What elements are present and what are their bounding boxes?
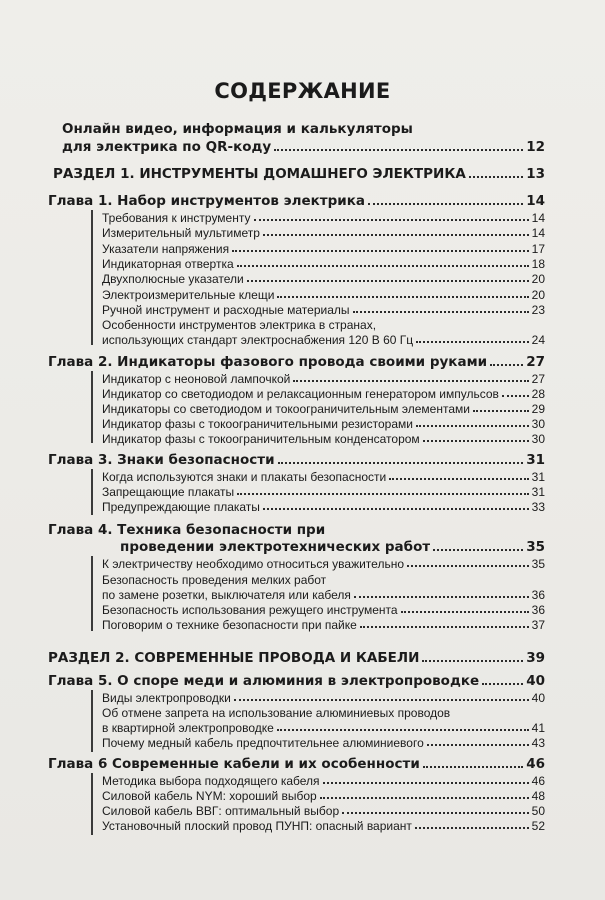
toc-subentry[interactable]: Индикатор со светодиодом и релаксационным генератором импульсов 28 (102, 387, 545, 401)
page-number: 29 (531, 402, 545, 416)
toc-subentry[interactable]: Силовой кабель NYM: хороший выбор 48 (102, 789, 545, 803)
page-number: 35 (531, 557, 545, 571)
chapter-2-bracket (91, 371, 93, 443)
toc-chapter-4-line1: Глава 4. Техника безопасности при (48, 522, 326, 538)
page-number: 50 (531, 804, 545, 818)
page-number: 14 (531, 226, 545, 240)
page-number: 27 (526, 354, 545, 370)
toc-subentry[interactable]: Электроизмерительные клещи 20 (102, 288, 545, 302)
page-number: 48 (531, 789, 545, 803)
page-number: 30 (531, 417, 545, 431)
toc-chapter-3[interactable]: Глава 3. Знаки безопасности 31 (48, 452, 545, 468)
page-number: 52 (531, 819, 545, 833)
page-number: 20 (531, 272, 545, 286)
page-number: 33 (531, 500, 545, 514)
page-number: 14 (531, 211, 545, 225)
toc-section-1[interactable]: РАЗДЕЛ 1. ИНСТРУМЕНТЫ ДОМАШНЕГО ЭЛЕКТРИКА 13 (53, 166, 545, 182)
toc-subentry[interactable]: использующих стандарт электроснабжения 120 В 60 Гц 24 (102, 333, 545, 347)
toc-subentry[interactable]: Индикатор с неоновой лампочкой 27 (102, 372, 545, 386)
toc-chapter-6[interactable]: Глава 6 Современные кабели и их особенности 46 (48, 756, 545, 772)
toc-subentry[interactable]: Методика выбора подходящего кабеля 46 (102, 774, 545, 788)
toc-section-2[interactable]: РАЗДЕЛ 2. СОВРЕМЕННЫЕ ПРОВОДА И КАБЕЛИ 39 (48, 650, 545, 666)
toc-subentry-line1: Особенности инструментов электрика в странах, (102, 318, 377, 332)
page-number: 43 (531, 736, 545, 750)
page-number: 12 (526, 139, 545, 155)
page-number: 46 (531, 774, 545, 788)
page-number: 36 (531, 603, 545, 617)
toc-subentry-line1: Безопасность проведения мелких работ (102, 573, 327, 587)
chapter-6-bracket (91, 773, 93, 835)
page-number: 17 (531, 242, 545, 256)
page-number: 41 (531, 721, 545, 735)
page-number: 40 (531, 691, 545, 705)
page-number: 20 (531, 288, 545, 302)
toc-subentry[interactable]: Двухполюсные указатели 20 (102, 272, 545, 286)
page-number: 24 (531, 333, 545, 347)
toc-subentry[interactable]: К электричеству необходимо относиться уважительно 35 (102, 557, 545, 571)
page-number: 36 (531, 588, 545, 602)
toc-subentry[interactable]: Виды электропроводки 40 (102, 691, 545, 705)
toc-subentry[interactable]: Поговорим о технике безопасности при пайке 37 (102, 618, 545, 632)
toc-subentry-line1: Об отмене запрета на использование алюминиевых проводов (102, 706, 451, 720)
toc-subentry[interactable]: Индикаторы со светодиодом и токоограничительным элементами 29 (102, 402, 545, 416)
chapter-1-bracket (91, 210, 93, 345)
contents-title: СОДЕРЖАНИЕ (214, 79, 391, 103)
page-number: 39 (526, 650, 545, 666)
toc-subentry[interactable]: Ручной инструмент и расходные материалы 23 (102, 303, 545, 317)
toc-subentry[interactable]: Индикаторная отвертка 18 (102, 257, 545, 271)
toc-subentry[interactable]: Почему медный кабель предпочтительнее алюминиевого 43 (102, 736, 545, 750)
page-number: 35 (526, 539, 545, 555)
page-number: 30 (531, 432, 545, 446)
toc-chapter-1[interactable]: Глава 1. Набор инструментов электрика 14 (48, 193, 545, 209)
toc-subentry[interactable]: Безопасность использования режущего инструмента 36 (102, 603, 545, 617)
toc-subentry[interactable]: Установочный плоский провод ПУНП: опасный вариант 52 (102, 819, 545, 833)
chapter-3-bracket (91, 469, 93, 515)
page-number: 31 (526, 452, 545, 468)
toc-subentry[interactable]: Индикатор фазы с токоограничительными резисторами 30 (102, 417, 545, 431)
toc-entry-online[interactable]: для электрика по QR-коду 12 (62, 139, 545, 155)
toc-subentry[interactable]: Запрещающие плакаты 31 (102, 485, 545, 499)
toc-chapter-4[interactable]: проведении электротехнических работ 35 (120, 539, 545, 555)
page-number: 23 (531, 303, 545, 317)
toc-subentry[interactable]: Силовой кабель ВВГ: оптимальный выбор 50 (102, 804, 545, 818)
page-number: 14 (526, 193, 545, 209)
toc-chapter-5[interactable]: Глава 5. О споре меди и алюминия в электропроводке 40 (48, 673, 545, 689)
chapter-4-bracket (91, 556, 93, 631)
page-number: 31 (531, 485, 545, 499)
page-number: 46 (526, 756, 545, 772)
toc-chapter-2[interactable]: Глава 2. Индикаторы фазового провода своими руками 27 (48, 354, 545, 370)
toc-entry-online-line1: Онлайн видео, информация и калькуляторы (62, 121, 413, 137)
page-number: 13 (526, 166, 545, 182)
toc-subentry[interactable]: Требования к инструменту 14 (102, 211, 545, 225)
page-number: 28 (531, 387, 545, 401)
toc-subentry[interactable]: по замене розетки, выключателя или кабеля 36 (102, 588, 545, 602)
toc-subentry[interactable]: Указатели напряжения 17 (102, 242, 545, 256)
toc-subentry[interactable]: Когда используются знаки и плакаты безопасности 31 (102, 470, 545, 484)
page-number: 31 (531, 470, 545, 484)
page-number: 40 (526, 673, 545, 689)
page-number: 18 (531, 257, 545, 271)
toc-subentry[interactable]: в квартирной электропроводке 41 (102, 721, 545, 735)
page-number: 37 (531, 618, 545, 632)
toc-subentry[interactable]: Измерительный мультиметр 14 (102, 226, 545, 240)
toc-subentry[interactable]: Предупреждающие плакаты 33 (102, 500, 545, 514)
chapter-5-bracket (91, 690, 93, 752)
page-number: 27 (531, 372, 545, 386)
toc-subentry[interactable]: Индикатор фазы с токоограничительным конденсатором 30 (102, 432, 545, 446)
